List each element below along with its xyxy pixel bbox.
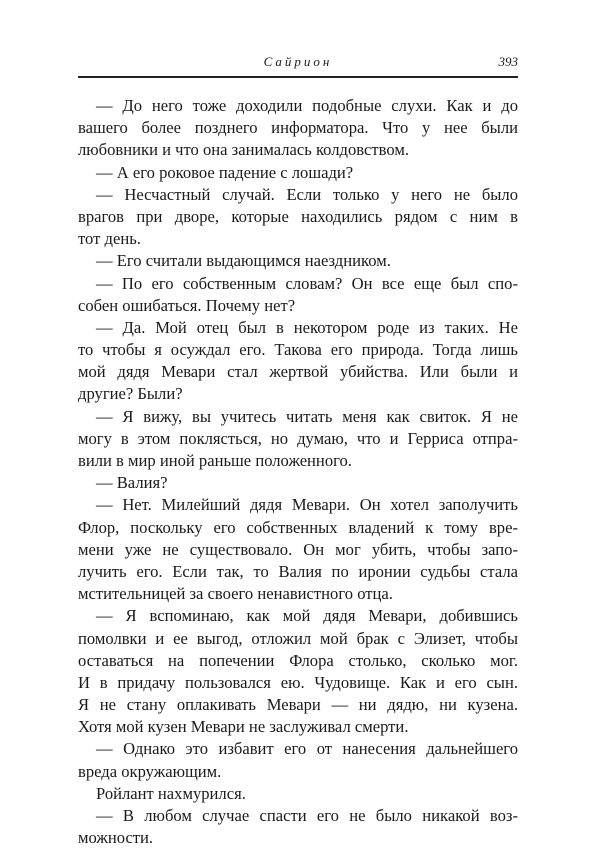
text-line: собен ошибаться. Почему нет?	[78, 295, 296, 315]
text-line: — Нет. Милейший дядя Мевари. Он хотел заполучить	[96, 495, 518, 515]
text-line: оставаться на попечении Флора столько, сколько мог.	[78, 650, 518, 670]
text-line: Я не стану оплакивать Мевари — ни дядю, ни кузена.	[78, 695, 518, 715]
text-line: вили в мир иной раньше положенного.	[78, 451, 352, 470]
text-line: другие? Были?	[78, 384, 183, 404]
text-line: — Валия?	[96, 473, 168, 493]
text-line: Хотя мой кузен Мевари не заслуживал смерти.	[78, 717, 409, 737]
running-title: Сайрион	[263, 54, 333, 69]
text-line: помолвки и ее выгод, отложил мой брак с Элизет, чтобы	[78, 628, 518, 648]
text-line: — Я вспоминаю, как мой дядя Мевари, добившись	[96, 606, 518, 626]
text-line: — Я вижу, вы учитесь читать меня как свиток. Я не	[96, 406, 518, 426]
text-line: вреда окружающим.	[78, 761, 222, 781]
running-head	[78, 52, 518, 74]
text-line: — Да. Мой отец был в некотором роде из таких. Не	[96, 317, 518, 337]
text-line: — Однако это избавит его от нанесения дальнейшего	[96, 739, 518, 759]
header-rule	[78, 76, 518, 78]
text-line: — До него тоже доходили подобные слухи. Как и до	[96, 96, 518, 115]
text-line: Флор, поскольку его собственных владений к тому вре-	[78, 517, 518, 537]
text-line: тот день.	[78, 229, 141, 249]
text-line: мстительницей за своего ненавистного отца.	[78, 584, 393, 604]
text-line: можности.	[78, 828, 154, 848]
body-text	[78, 95, 518, 849]
page-number: 393	[498, 54, 518, 69]
text-line: — Несчастный случай. Если только у него не было	[96, 184, 518, 204]
text-line: врагов при дворе, которые находились рядом с ним в	[78, 206, 518, 226]
text-line: — Его считали выдающимся наездником.	[96, 251, 391, 271]
text-line: Ройлант нахмурился.	[96, 783, 246, 803]
text-line: то чтобы я осуждал его. Такова его природа. Тогда лишь	[78, 340, 518, 360]
text-line: мени уже не существовало. Он мог убить, чтобы запо-	[78, 539, 518, 559]
text-line: лучить его. Если так, то Валия по иронии судьбы стала	[78, 561, 518, 581]
text-line: вашего более позднего информатора. Что у нее были	[78, 118, 518, 138]
text-line: — По его собственным словам? Он все еще был спо-	[96, 273, 518, 293]
text-line: любовники и что она занималась колдовством.	[78, 140, 409, 160]
text-line: мой дядя Мевари стал жертвой убийства. Или были и	[78, 362, 518, 382]
text-line: И в придачу пользовался ею. Чудовище. Как и его сын.	[78, 672, 518, 692]
text-line: — А его роковое падение с лошади?	[96, 162, 354, 182]
text-line: могу в этом поклясться, но думаю, что и Герриса отпра-	[78, 428, 518, 448]
text-line: — В любом случае спасти его не было никакой воз-	[96, 806, 518, 825]
